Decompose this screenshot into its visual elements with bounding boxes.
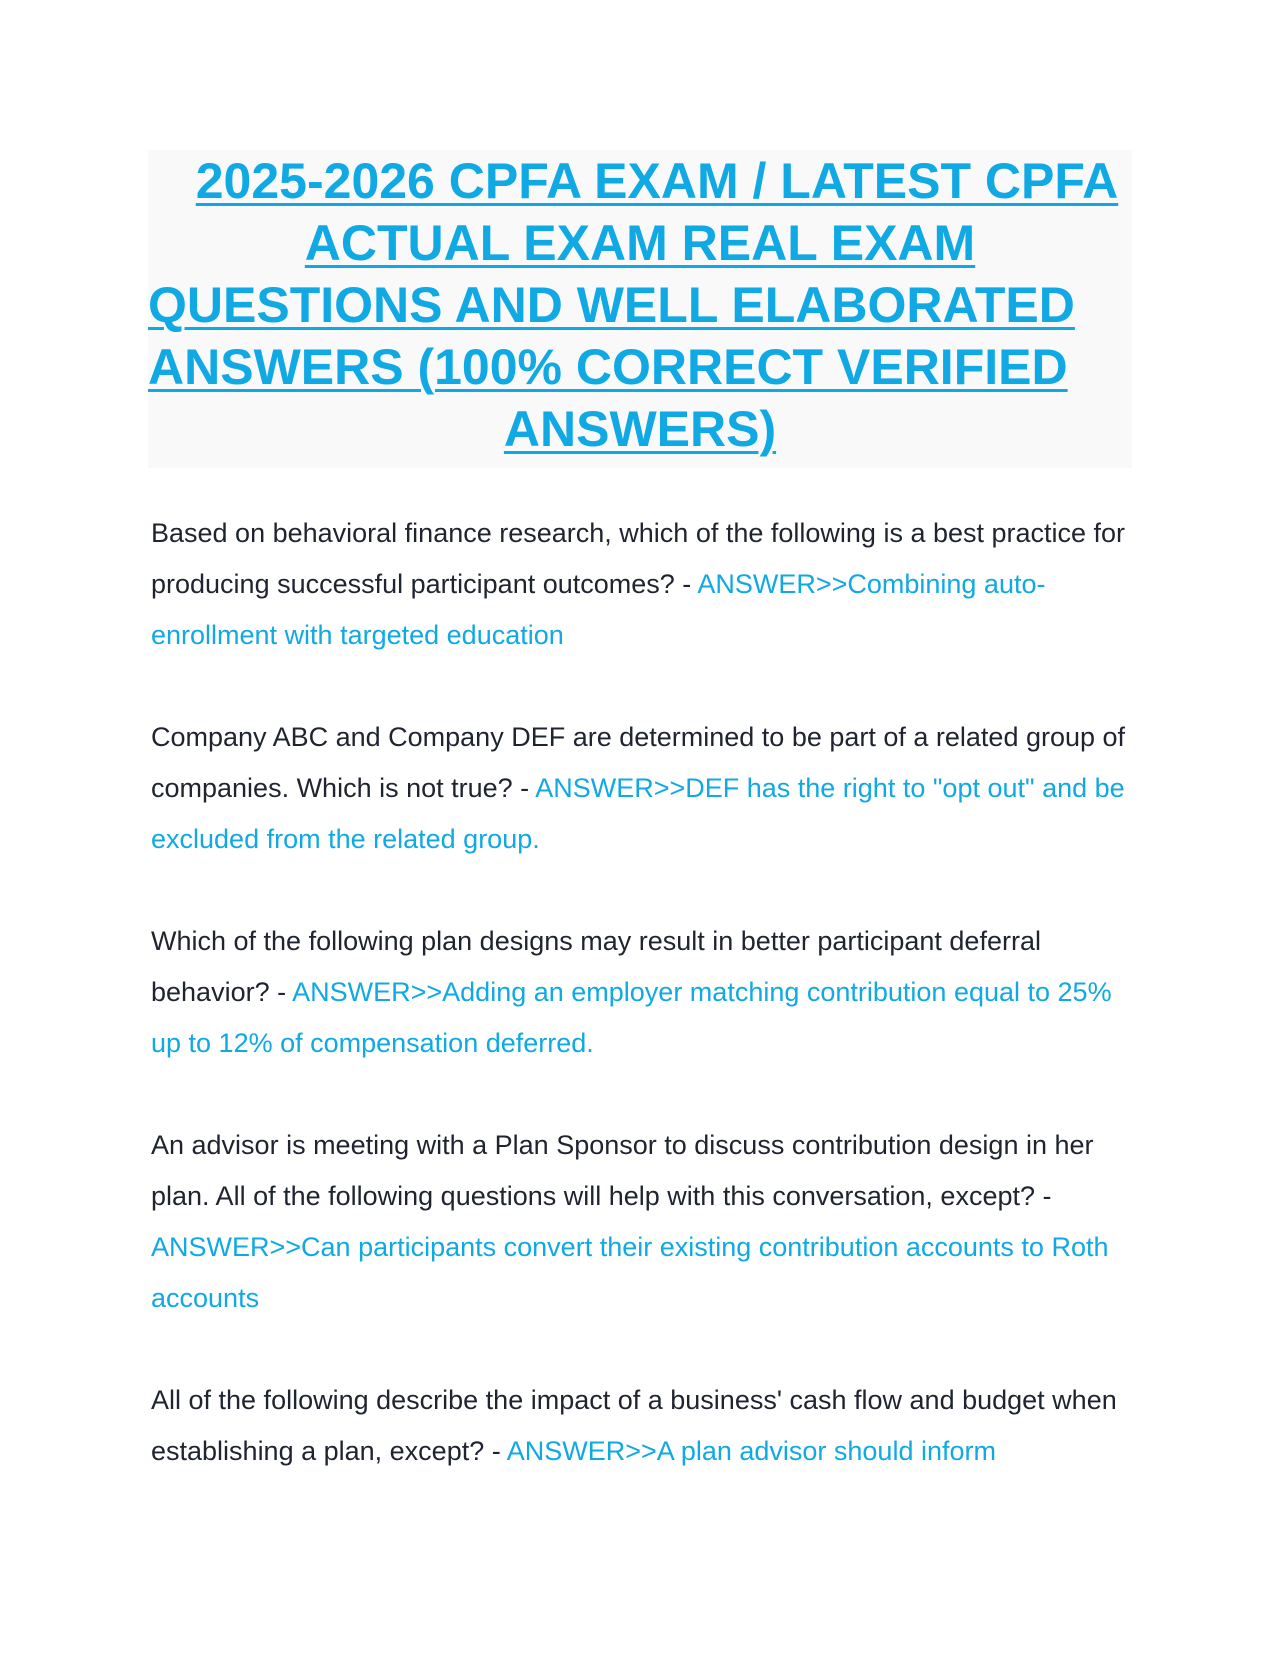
separator: - [484, 1436, 507, 1466]
qa-item [151, 508, 1141, 661]
qa-item [151, 712, 1141, 865]
separator: - [1035, 1181, 1052, 1211]
question-text: Company ABC and Company DEF are determined to be part of a related group of companies. Which is not true? [151, 722, 1126, 803]
separator: - [512, 773, 536, 803]
title-line: ACTUAL EXAM REAL EXAM [304, 215, 976, 271]
title-line: ANSWERS) [503, 401, 777, 457]
answer-text: ANSWER>>Can participants convert their existing contribution accounts to Roth accounts [151, 1232, 1109, 1313]
qa-item [151, 916, 1141, 1069]
qa-item [151, 1120, 1141, 1324]
qa-list [151, 508, 1141, 1528]
qa-item [151, 1375, 1141, 1477]
title-line: QUESTIONS AND WELL ELABORATED [148, 277, 1075, 333]
answer-text: ANSWER>>Adding an employer matching contribution equal to 25% up to 12% of compensation deferred. [151, 977, 1112, 1058]
answer-text: ANSWER>>A plan advisor should inform [506, 1436, 996, 1466]
question-text: An advisor is meeting with a Plan Sponsor to discuss contribution design in her plan. All of the following questions will help with this conversation, except? [151, 1130, 1094, 1211]
question-text: Based on behavioral finance research, which of the following is a best practice for producing successful participant outcomes? [151, 518, 1126, 599]
separator: - [269, 977, 293, 1007]
answer-text: ANSWER>>Combining auto-enrollment with targeted education [151, 569, 1046, 650]
question-text: Which of the following plan designs may result in better participant deferral behavior? [151, 926, 1041, 1007]
document-title [148, 150, 1132, 460]
title-line: 2025-2026 CPFA EXAM / LATEST CPFA [195, 153, 1119, 209]
title-line: ANSWERS (100% CORRECT VERIFIED [148, 339, 1068, 395]
question-text: All of the following describe the impact of a business' cash flow and budget when establishing a plan, except? [151, 1385, 1117, 1466]
answer-text: ANSWER>>DEF has the right to "opt out" and be excluded from the related group. [151, 773, 1125, 854]
separator: - [674, 569, 698, 599]
